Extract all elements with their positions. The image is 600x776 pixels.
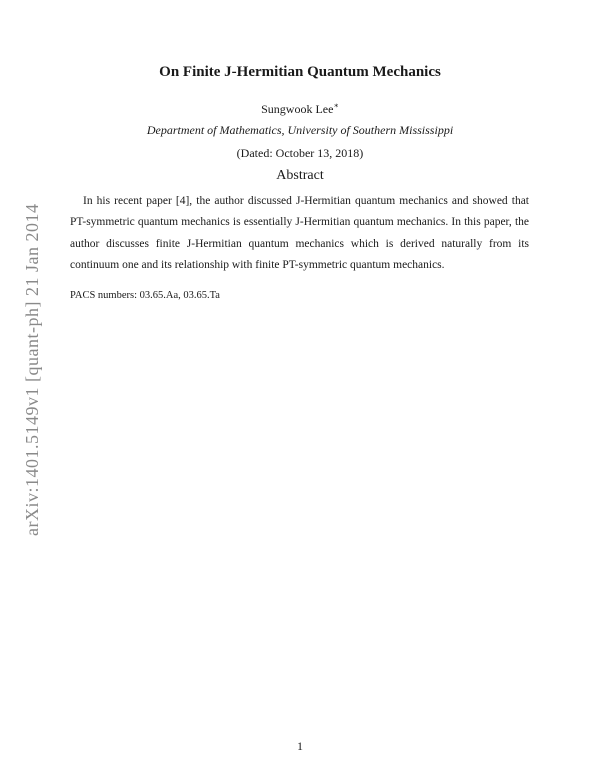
abstract-heading: Abstract	[276, 168, 324, 183]
paper-title: On Finite J-Hermitian Quantum Mechanics	[159, 64, 441, 80]
pacs-numbers: PACS numbers: 03.65.Aa, 03.65.Ta	[70, 290, 220, 301]
page-number: 1	[297, 739, 303, 753]
arxiv-stamp: arXiv:1401.5149v1 [quant-ph] 21 Jan 2014	[22, 203, 42, 536]
affiliation: Department of Mathematics, University of Southern Mississippi	[146, 123, 454, 137]
date-line: (Dated: October 13, 2018)	[236, 146, 364, 160]
abstract-body: In his recent paper [4], the author discussed J-Hermitian quantum mechanics and showed that PT-symmetric quantum mechanics is essentially J-Hermitian quantum mechanics. In this paper, the author discusses finite J-Hermitian quantum mechanics which is derived naturally from its continuum one and its relationship with finite PT-symmetric quantum mechanics.	[70, 195, 529, 272]
author-footnote-mark: ∗	[333, 101, 339, 110]
author-line	[0, 101, 600, 117]
author-name: Sungwook Lee	[261, 102, 334, 116]
